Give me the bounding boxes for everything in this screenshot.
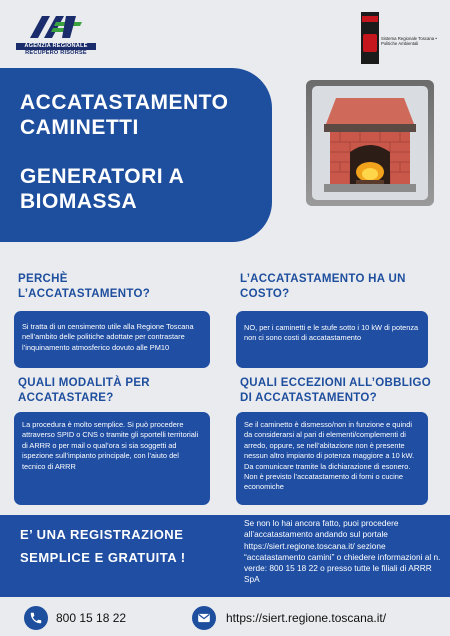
cta-note: Se non lo hai ancora fatto, puoi procedere all’accatastamento andando sul portale https://siert.regione.toscana.it/ sezione “accatastamento camini” o chiedere informazioni al n. verde: 800 15 18 22 o presso tutte le filiali di ARRR SpA	[244, 518, 441, 585]
section-body-exceptions: Se il caminetto è dismesso/non in funzione e quindi da considerarsi al pari di elementi/complementi di arredo, oppure, se nell’abitazione non è presente nessun altro impianto di potenza maggiore a 10 kW. Da comunicare tramite la dichiarazione di esonero. Non è previsto l’accatastamento di forni o cucine economiche	[236, 412, 428, 505]
hero-panel	[0, 68, 272, 242]
section-body-cost: NO, per i caminetti e le stufe sotto i 10 kW di potenza non ci sono costi di accatastamento	[236, 311, 428, 368]
section-heading-exceptions: QUALI ECCEZIONI ALL’OBBLIGO DI ACCATASTAMENTO?	[240, 377, 432, 404]
footer-phone-number[interactable]: 800 15 18 22	[56, 611, 127, 625]
regione-toscana-logo	[361, 12, 441, 64]
phone-icon	[24, 606, 48, 630]
arrr-logo-text: AGENZIA REGIONALE RECUPERO RISORSE	[16, 43, 96, 56]
section-heading-why: PERCHÈ L’ACCATASTAMENTO?	[18, 273, 151, 300]
regione-logo-caption: Sistema Regionale Toscana • Politiche Ambientali	[381, 36, 437, 46]
footer-url-link[interactable]: https://siert.regione.toscana.it/	[226, 611, 387, 625]
cta-slogan: E’ UNA REGISTRAZIONE SEMPLICE E GRATUITA !	[20, 527, 186, 565]
fireplace-icon	[306, 80, 434, 206]
cta-band	[0, 515, 450, 597]
fireplace-illustration	[306, 80, 434, 206]
arrr-logo-mark	[20, 12, 92, 42]
section-body-methods: La procedura è molto semplice. Si può procedere attraverso SPID o CNS o tramite gli sportelli territoriali di ARRR o per mail o qual’ora si sia soggetti ad ispezione sull’impianto principale, con l’aiuto del tecnico di ARRR	[14, 412, 210, 505]
section-heading-cost: L’ACCATASTAMENTO HA UN COSTO?	[240, 273, 406, 300]
section-heading-methods: QUALI MODALITÀ PER ACCATASTARE?	[18, 377, 150, 404]
hero-title-line2: GENERATORI A BIOMASSA	[20, 165, 184, 213]
toscana-seal-icon	[361, 12, 379, 64]
mail-icon	[192, 606, 216, 630]
arrr-logo	[16, 12, 96, 56]
hero-title-line1: ACCATASTAMENTO CAMINETTI	[20, 91, 229, 139]
section-body-why: Si tratta di un censimento utile alla Regione Toscana nell’ambito delle politiche adottate per contrastare l’inquinamento atmosferico dovuto alle PM10	[14, 311, 210, 368]
